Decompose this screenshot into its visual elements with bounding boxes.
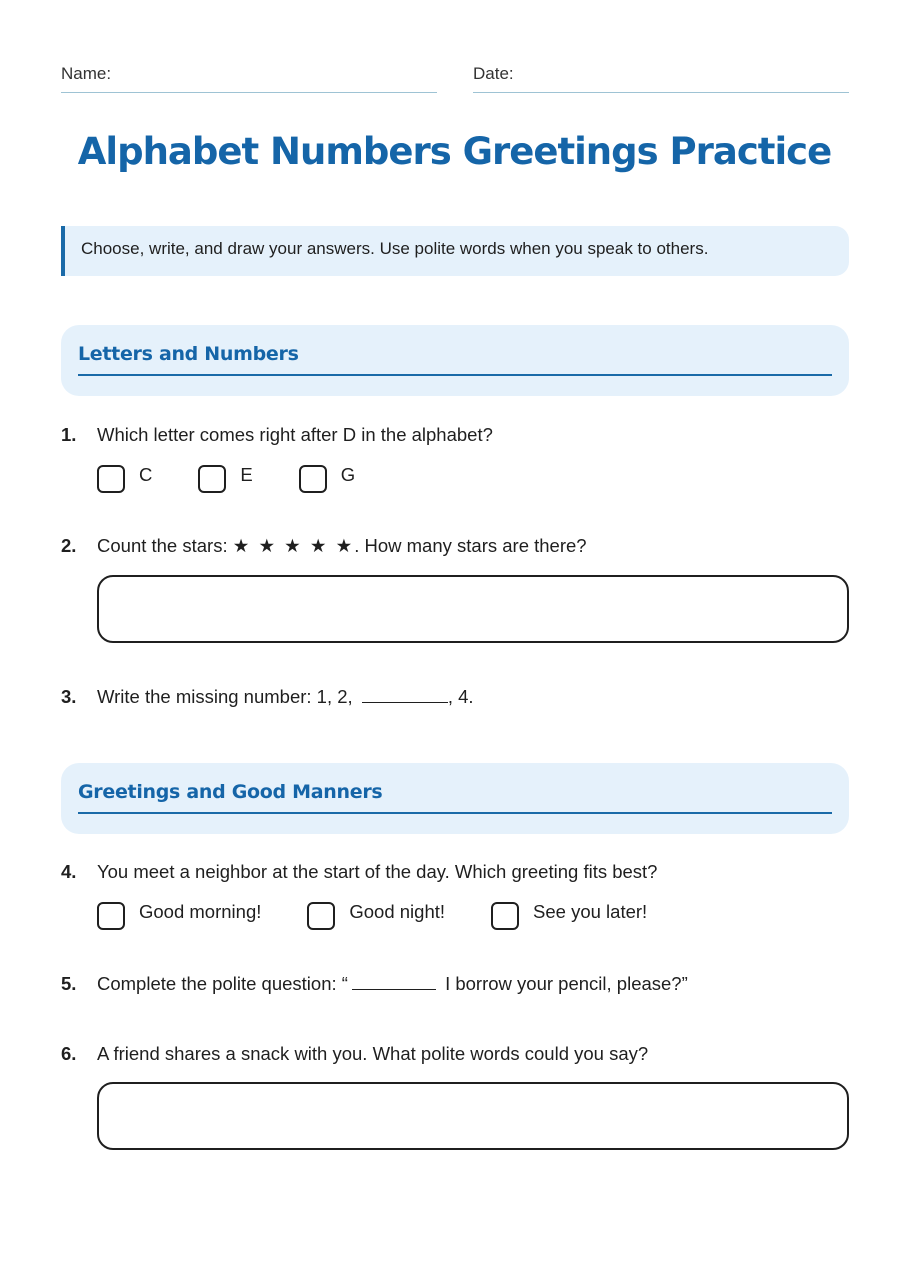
question-text: Complete the polite question: “ <box>97 973 348 994</box>
section-letters-numbers <box>61 325 849 396</box>
question-number: 4. <box>61 861 77 882</box>
option-label: Good night! <box>349 901 446 922</box>
date-field[interactable] <box>473 62 849 93</box>
question-text: You meet a neighbor at the start of the day. Which greeting fits best? <box>97 861 658 882</box>
checkbox[interactable] <box>97 465 125 493</box>
checkbox[interactable] <box>491 902 519 930</box>
option-c[interactable] <box>97 465 152 493</box>
option-label: G <box>340 464 356 485</box>
question-number: 2. <box>61 535 77 556</box>
name-label: Name: <box>61 64 112 83</box>
checkbox[interactable] <box>307 902 335 930</box>
question-text: A friend shares a snack with you. What polite words could you say? <box>97 1043 649 1064</box>
option-good-morning[interactable] <box>97 902 261 930</box>
options-q1 <box>97 465 355 493</box>
option-g[interactable] <box>299 465 355 493</box>
question-number: 5. <box>61 973 77 994</box>
answer-blank[interactable] <box>352 973 436 990</box>
checkbox[interactable] <box>299 465 327 493</box>
option-label: See you later! <box>533 901 648 922</box>
section-heading: Letters and Numbers <box>78 343 832 376</box>
answer-blank[interactable] <box>362 686 448 703</box>
stars-row: ★ ★ ★ ★ ★ <box>232 535 355 556</box>
question-text: Count the stars: <box>97 535 233 556</box>
option-label: E <box>240 464 253 485</box>
question-text-end: I borrow your pencil, please?” <box>439 973 688 994</box>
option-e[interactable] <box>198 465 252 493</box>
question-text-end: , 4. <box>447 686 474 707</box>
question-number: 6. <box>61 1043 77 1064</box>
checkbox[interactable] <box>97 902 125 930</box>
answer-box-q2[interactable] <box>97 575 849 643</box>
answer-box-q6[interactable] <box>97 1082 849 1150</box>
question-number: 1. <box>61 424 77 445</box>
option-label: Good morning! <box>139 901 262 922</box>
page-title: Alphabet Numbers Greetings Practice <box>77 130 832 173</box>
option-label: C <box>139 464 153 485</box>
section-heading: Greetings and Good Manners <box>78 781 832 814</box>
name-field[interactable] <box>61 62 437 93</box>
option-see-you-later[interactable] <box>491 902 647 930</box>
instructions-box <box>61 226 849 276</box>
section-greetings-manners <box>61 763 849 834</box>
question-number: 3. <box>61 686 77 707</box>
options-q4 <box>97 902 647 930</box>
checkbox[interactable] <box>198 465 226 493</box>
instructions-text: Choose, write, and draw your answers. Use polite words when you speak to others. <box>81 239 709 258</box>
question-text: Write the missing number: 1, 2, <box>97 686 358 707</box>
question-text-end: . How many stars are there? <box>354 535 587 556</box>
option-good-night[interactable] <box>307 902 445 930</box>
date-label: Date: <box>473 64 514 83</box>
question-text: Which letter comes right after D in the alphabet? <box>97 424 493 445</box>
